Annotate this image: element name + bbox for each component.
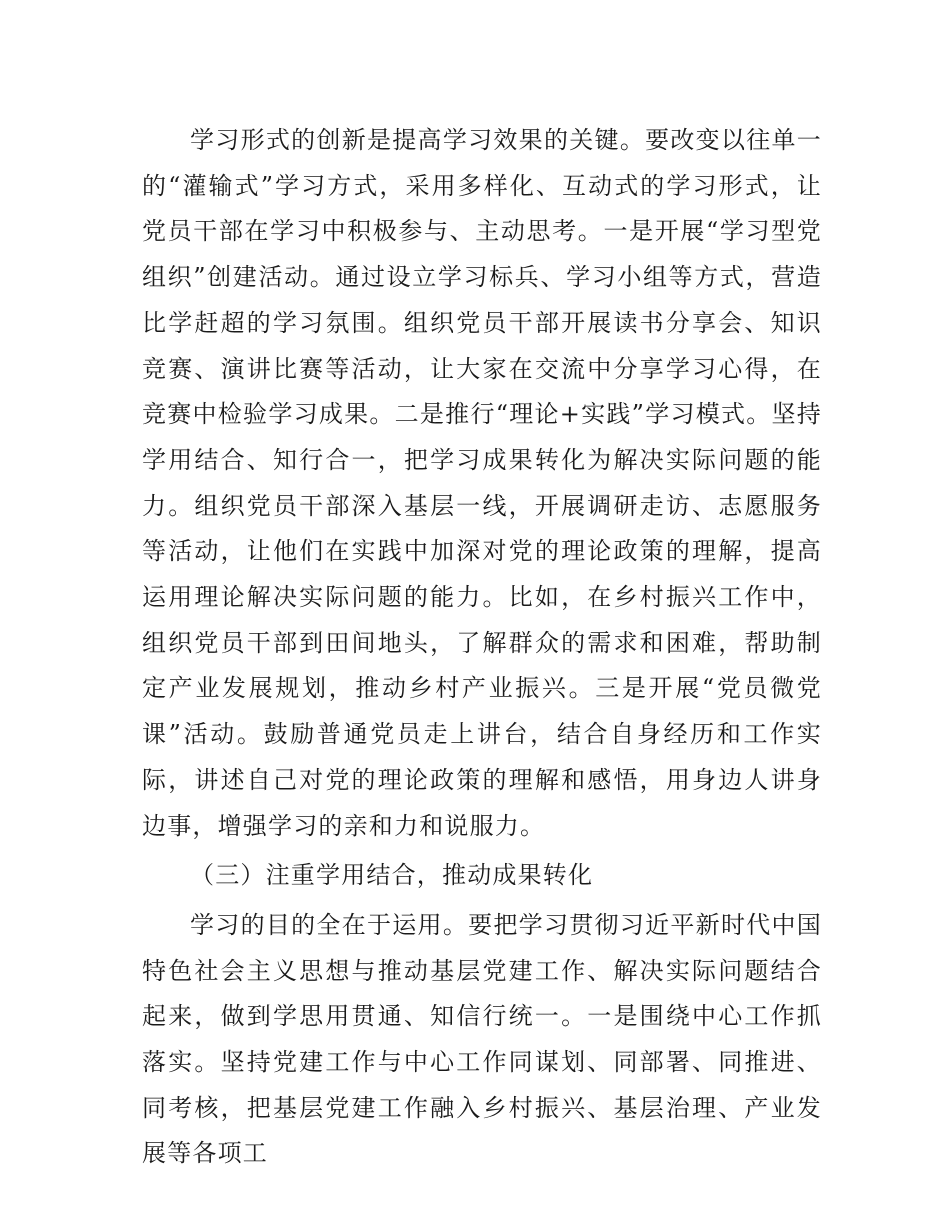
- body-paragraph: 学习形式的创新是提高学习效果的关键。要改变以往单一的“灌输式”学习方式，采用多样化、互动式的学习形式，让党员干部在学习中积极参与、主动思考。一是开展“学习型党组织”创建活动。通过设立学习标兵、学习小组等方式，营造比学赶超的学习氛围。组织党员干部开展读书分享会、知识竞赛、演讲比赛等活动，让大家在交流中分享学习心得，在竞赛中检验学习成果。二是推行“理论+实践”学习模式。坚持学用结合、知行合一，把学习成果转化为解决实际问题的能力。组织党员干部深入基层一线，开展调研走访、志愿服务等活动，让他们在实践中加深对党的理论政策的理解，提高运用理论解决实际问题的能力。比如，在乡村振兴工作中，组织党员干部到田间地头，了解群众的需求和困难，帮助制定产业发展规划，推动乡村产业振兴。三是开展“党员微党课”活动。鼓励普通党员走上讲台，结合自身经历和工作实际，讲述自己对党的理论政策的理解和感悟，用身边人讲身边事，增强学习的亲和力和说服力。: [142, 126, 822, 840]
- document-body: [142, 118, 822, 1177]
- body-paragraph: 学习的目的全在于运用。要把学习贯彻习近平新时代中国特色社会主义思想与推动基层党建工作、解决实际问题结合起来，做到学思用贯通、知信行统一。一是围绕中心工作抓落实。坚持党建工作与中心工作同谋划、同部署、同推进、同考核，把基层党建工作融入乡村振兴、基层治理、产业发展等各项工: [142, 910, 822, 1168]
- section-heading: （三）注重学用结合，推动成果转化: [190, 861, 594, 890]
